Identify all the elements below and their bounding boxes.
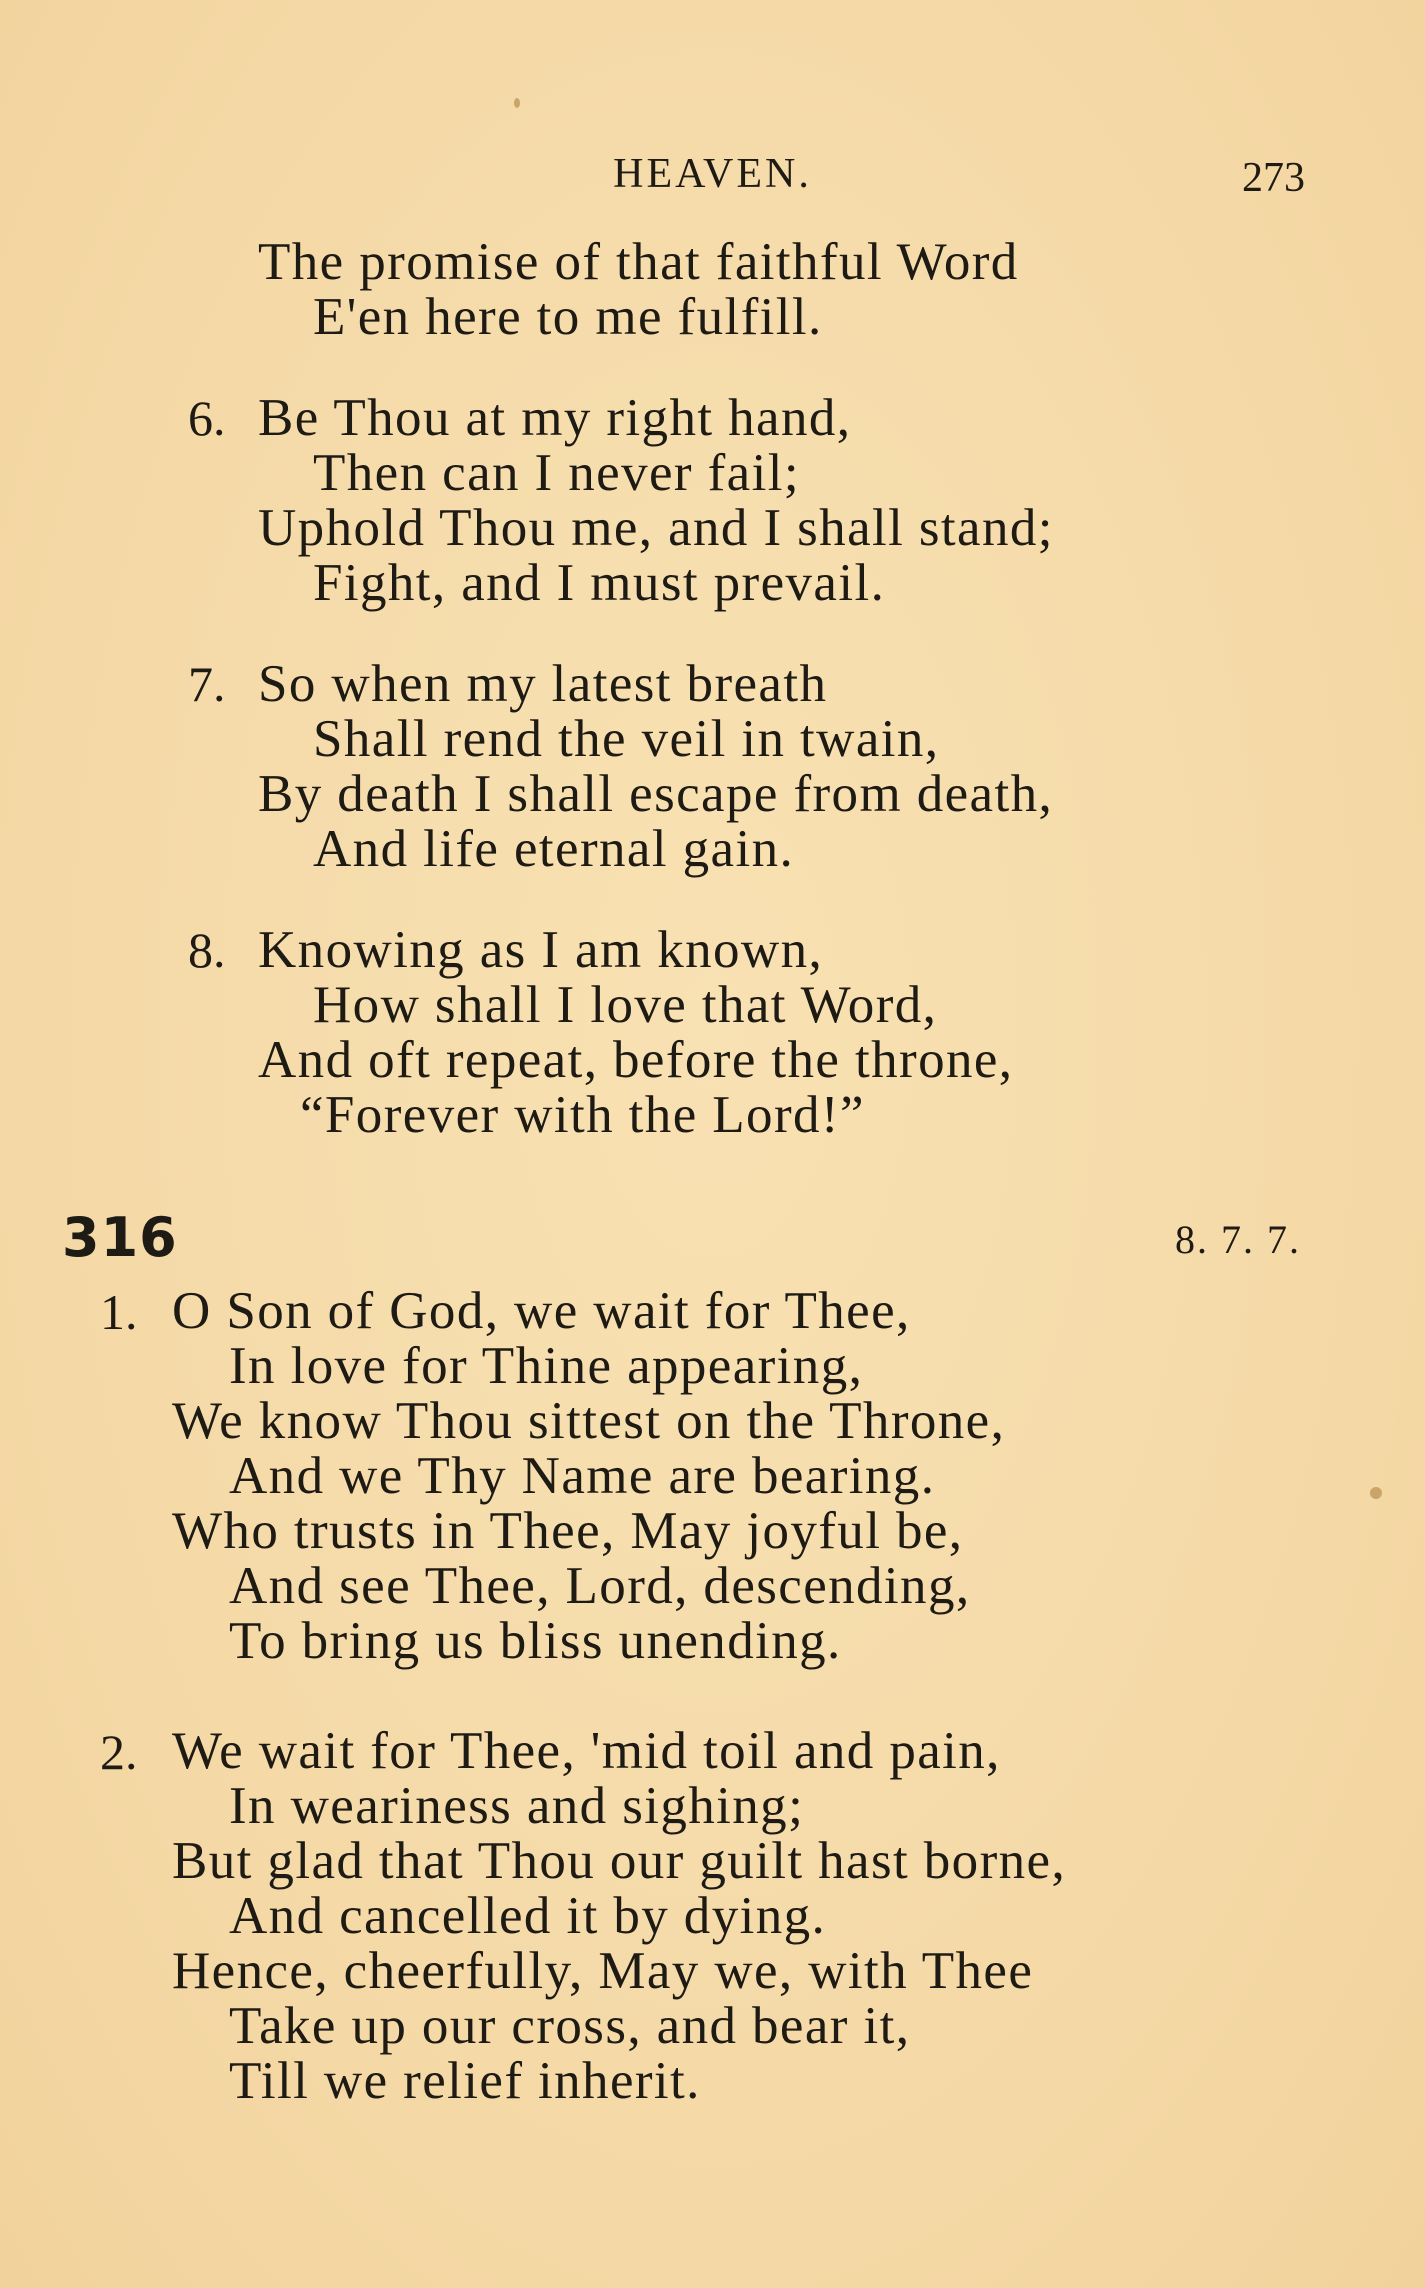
hymn-line: Be Thou at my right hand, [258,389,852,447]
hymn-number: 316 [62,1206,178,1269]
hymn-line: In love for Thine appearing, [229,1337,864,1395]
page-number: 273 [1242,155,1305,201]
page-speck [514,98,520,108]
hymn-line: And see Thee, Lord, descending, [229,1557,971,1615]
stanza-number: 8. [188,922,226,978]
hymn-line: How shall I love that Word, [313,976,938,1034]
hymn-line: So when my latest breath [258,655,828,713]
hymn-line: O Son of God, we wait for Thee, [172,1282,911,1340]
running-head: HEAVEN. [613,151,812,197]
hymn-line: And we Thy Name are bearing. [229,1447,936,1505]
hymn-line: Shall rend the veil in twain, [313,710,940,768]
hymn-line: Till we relief inherit. [229,2052,701,2110]
hymn-line: We know Thou sittest on the Throne, [172,1392,1006,1450]
hymn-line: Then can I never fail; [313,444,800,502]
hymn-line: And life eternal gain. [313,820,795,878]
hymn-line: Who trusts in Thee, May joyful be, [172,1502,964,1560]
stanza-number: 2. [100,1724,138,1780]
hymn-line: We wait for Thee, 'mid toil and pain, [172,1722,1001,1780]
hymn-line: Take up our cross, and bear it, [229,1997,911,2055]
hymn-line: “Forever with the Lord!” [300,1086,865,1144]
hymn-line: E'en here to me fulfill. [313,288,823,346]
hymn-meter: 8. 7. 7. [1175,1217,1301,1262]
hymn-line: By death I shall escape from death, [258,765,1054,823]
hymn-line: Knowing as I am known, [258,921,824,979]
hymn-line: And oft repeat, before the throne, [258,1031,1014,1089]
stanza-number: 7. [188,656,226,712]
hymn-line: Hence, cheerfully, May we, with Thee [172,1942,1034,2000]
hymn-line: To bring us bliss unending. [229,1612,842,1670]
stanza-number: 6. [188,390,226,446]
page-speck [1370,1487,1382,1499]
hymn-line: And cancelled it by dying. [229,1887,827,1945]
hymn-line: The promise of that faithful Word [258,233,1019,291]
hymn-line: In weariness and sighing; [229,1777,805,1835]
hymn-line: Fight, and I must prevail. [313,554,886,612]
hymn-line: Uphold Thou me, and I shall stand; [258,499,1054,557]
hymn-line: But glad that Thou our guilt hast borne, [172,1832,1067,1890]
stanza-number: 1. [100,1284,138,1340]
